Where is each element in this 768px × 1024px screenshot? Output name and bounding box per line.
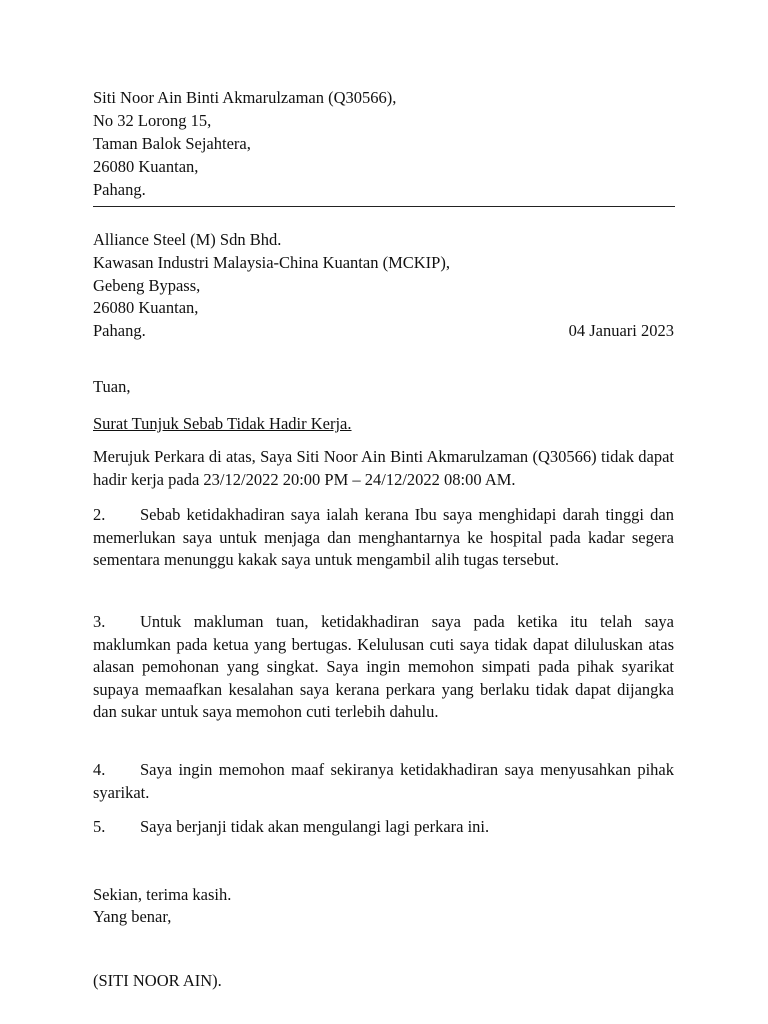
paragraph-number: 3. bbox=[93, 612, 106, 631]
paragraph-number: 4. bbox=[93, 760, 106, 779]
letter-date: 04 Januari 2023 bbox=[568, 321, 674, 340]
paragraph-text: Saya berjanji tidak akan mengulangi lagi perkara ini. bbox=[140, 817, 490, 836]
sender-name: Siti Noor Ain Binti Akmarulzaman (Q30566), bbox=[93, 88, 397, 107]
paragraph-number: 2. bbox=[93, 505, 106, 524]
sender-address-line: No 32 Lorong 15, bbox=[93, 111, 212, 130]
recipient-address-line: Gebeng Bypass, bbox=[93, 276, 201, 295]
closing-line: Yang benar, bbox=[93, 907, 172, 926]
recipient-address-line: Pahang. bbox=[93, 321, 146, 340]
numbered-paragraph bbox=[93, 611, 674, 724]
divider bbox=[93, 206, 675, 207]
paragraph-text: Saya ingin memohon maaf sekiranya ketidakhadiran saya menyusahkan pihak syarikat. bbox=[93, 760, 674, 802]
closing-line: Sekian, terima kasih. bbox=[93, 885, 232, 904]
numbered-paragraph bbox=[93, 816, 674, 839]
numbered-paragraph bbox=[93, 759, 674, 804]
numbered-paragraph bbox=[93, 504, 674, 572]
paragraph-number: 5. bbox=[93, 817, 106, 836]
recipient-address-line: 26080 Kuantan, bbox=[93, 298, 199, 317]
paragraph-text: Sebab ketidakhadiran saya ialah kerana Ibu saya menghidapi darah tinggi dan memerlukan saya untuk menjaga dan menghantarnya ke hospital pada kadar segera sementara menunggu kakak saya untuk mengambil alih tugas tersebut. bbox=[93, 505, 674, 569]
recipient-address-line: Kawasan Industri Malaysia-China Kuantan (MCKIP), bbox=[93, 253, 450, 272]
paragraph-text: Untuk makluman tuan, ketidakhadiran saya pada ketika itu telah saya maklumkan pada ketua yang bertugas. Kelulusan cuti saya tidak dapat diluluskan atas alasan pemohonan yang singkat. Saya ingin memohon simpati pada pihak syarikat supaya memaafkan kesalahan saya kerana perkara yang berlaku tidak dapat dijangka dan sukar untuk saya memohon cuti terlebih dahulu. bbox=[93, 612, 674, 721]
salutation: Tuan, bbox=[93, 377, 131, 396]
sender-address-line: Pahang. bbox=[93, 180, 146, 199]
signature-name: (SITI NOOR AIN). bbox=[93, 971, 222, 990]
sender-address-line: 26080 Kuantan, bbox=[93, 157, 199, 176]
subject-line: Surat Tunjuk Sebab Tidak Hadir Kerja. bbox=[93, 414, 352, 433]
intro-paragraph: Merujuk Perkara di atas, Saya Siti Noor Ain Binti Akmarulzaman (Q30566) tidak dapat hadir kerja pada 23/12/2022 20:00 PM – 24/12/2022 08:00 AM. bbox=[93, 447, 674, 489]
recipient-name: Alliance Steel (M) Sdn Bhd. bbox=[93, 230, 282, 249]
sender-address-line: Taman Balok Sejahtera, bbox=[93, 134, 251, 153]
